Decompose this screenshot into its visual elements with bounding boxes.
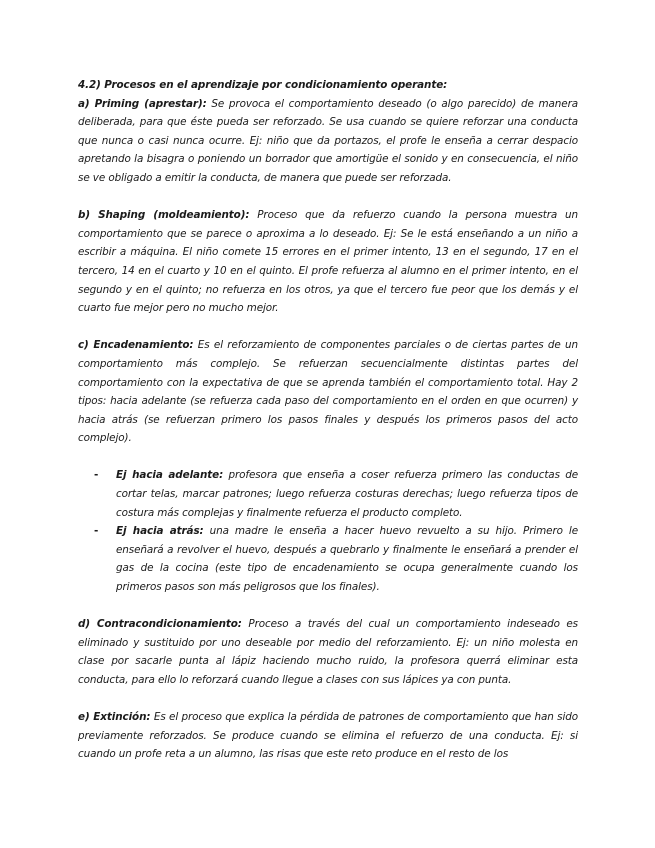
text-contracondicionamiento: Proceso a través del cual un comportamiento indeseado es eliminado y sustituido por uno deseable por medio del reforzamiento. Ej: un niño molesta en clase por sacarle punta al lápiz haciendo mucho ruido, la profesora querrá eliminar esta conducta, para ello lo reforzará cuando llegue a clases con sus lápices ya con punta. [78, 618, 578, 686]
text-encadenamiento: Es el reforzamiento de componentes parciales o de ciertas partes de un comportamiento más complejo. Se refuerzan secuencialmente distintas partes del comportamiento con la expectativa de que se aprenda también el comportamiento total. Hay 2 tipos: hacia adelante (se refuerza cada paso del comportamiento en el orden en que ocurren) y hacia atrás (se refuerzan primero los pasos finales y después los primeros pasos del acto complejo). [78, 339, 578, 445]
paragraph-priming [78, 95, 578, 188]
paragraph-spacer [78, 597, 578, 616]
paragraph-shaping [78, 206, 578, 318]
paragraph-encadenamiento [78, 336, 578, 448]
list-dash: - [94, 525, 99, 538]
list-dash: - [94, 469, 99, 482]
list-item-hacia-adelante [94, 466, 579, 522]
term-shaping: b) Shaping (moldeamiento): [78, 209, 250, 222]
text-extincion: Es el proceso que explica la pérdida de patrones de comportamiento que han sido previamente reforzados. Se produce cuando se elimina el refuerzo de una conducta. Ej: si cuando un profe reta a un alumno, las risas que este reto produce en el resto de los [78, 711, 578, 761]
term-encadenamiento: c) Encadenamiento: [78, 339, 194, 352]
list-item-hacia-atras [94, 522, 578, 596]
paragraph-spacer [78, 690, 578, 709]
paragraph-spacer [78, 188, 578, 207]
paragraph-extincion [78, 708, 578, 764]
term-hacia-adelante: Ej hacia adelante: [116, 469, 224, 482]
paragraph-spacer [78, 318, 578, 337]
document-body [78, 76, 578, 764]
text-hacia-atras: una madre le enseña a hacer huevo revuelto a su hijo. Primero le enseñará a revolver el huevo, después a quebrarlo y finalmente le enseñará a prender el gas de la cocina (este tipo de encadenamiento se ocupa generalmente cuando los primeros pasos son más peligrosos que los finales). [116, 525, 578, 594]
text-priming: Se provoca el comportamiento deseado (o algo parecido) de manera deliberada, para que éste pueda ser reforzado. Se usa cuando se quiere reforzar una conducta que nunca o casi nunca ocurre. Ej: niño que da portazos, el profe le enseña a cerrar despacio apretando la bisagra o poniendo un borrador que amortigüe el sonido y en consecuencia, el niño se ve obligado a emitir la conducta, de manera que puede ser reforzada. [78, 97, 579, 184]
term-extincion: e) Extinción: [78, 711, 151, 724]
section-heading: 4.2) Procesos en el aprendizaje por condicionamiento operante: [78, 79, 448, 91]
text-hacia-adelante: profesora que enseña a coser refuerza primero las conductas de cortar telas, marcar patrones; luego refuerza costuras derechas; luego refuerza tipos de costura más complejas y finalmente refuerza el producto completo. [116, 469, 579, 519]
term-hacia-atras: Ej hacia atrás: [116, 525, 204, 538]
text-shaping: Proceso que da refuerzo cuando la persona muestra un comportamiento que se parece o aproxima a lo deseado. Ej: Se le está enseñando a un niño a escribir a máquina. El niño comete 15 errores en el primer intento, 13 en el segundo, 17 en el tercero, 14 en el cuarto y 10 en el quinto. El profe refuerza al alumno en el primer intento, en el segundo y en el quinto; no refuerza en los otros, ya que el tercero fue peor que los demás y el cuarto fue mejor pero no mucho mejor. [78, 209, 578, 315]
example-list [78, 466, 578, 596]
paragraph-spacer [78, 448, 578, 467]
paragraph-contracondicionamiento [78, 615, 578, 689]
term-contracondicionamiento: d) Contracondicionamiento: [78, 618, 242, 631]
term-priming: a) Priming (aprestar): [78, 97, 207, 110]
